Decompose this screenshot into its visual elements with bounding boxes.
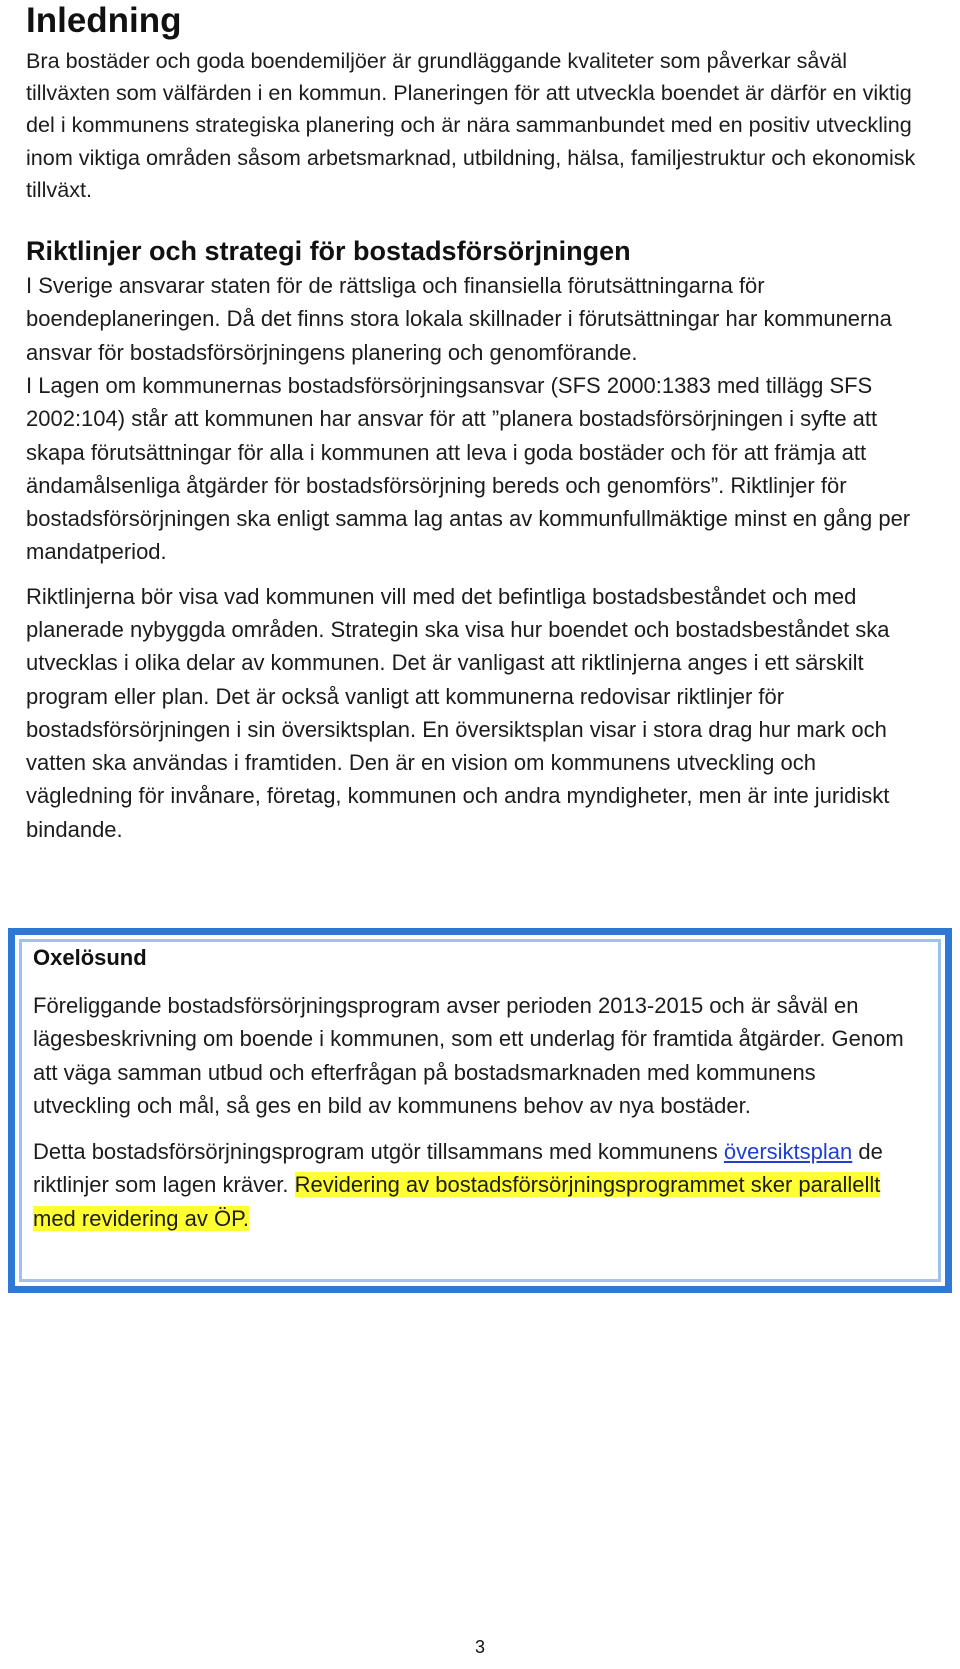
info-box-paragraph-2 bbox=[33, 1135, 913, 1235]
info-box-content bbox=[33, 941, 913, 1235]
document-page bbox=[26, 0, 926, 846]
section-paragraph-2: I Lagen om kommunernas bostadsförsörjningsansvar (SFS 2000:1383 med tillägg SFS 2002:104) står att kommunen har ansvar för att ”planera bostadsförsörjningen i syfte att skapa förutsättningar för alla i kommunen att leva i goda bostäder och för att främja att ändamålsenliga åtgärder för bostadsförsörjning bereds och genomförs”. Riktlinjer för bostadsförsörjningen ska enligt samma lag antas av kommunfullmäktige minst en gång per mandatperiod. bbox=[26, 372, 911, 565]
page-number: 3 bbox=[474, 1637, 485, 1657]
section-heading: Riktlinjer och strategi för bostadsförsörjningen bbox=[26, 236, 631, 267]
info-box bbox=[8, 928, 952, 1293]
section-paragraph-3: Riktlinjerna bör visa vad kommunen vill med det befintliga bostadsbeståndet och med planerade nybyggda områden. Strategin ska visa hur boendet och bostadsbeståndet ska utvecklas i olika delar av kommunen. Det är vanligast att riktlinjerna anges i ett särskilt program eller plan. Det är också vanligt att kommunerna redovisar riktlinjer för bostadsförsörjningen i sin översiktsplan. En översiktsplan visar i stora drag hur mark och vatten ska användas i framtiden. Den är en vision om kommunens utveckling och vägledning för invånare, företag, kommunen och andra myndigheter, men är inte juridiskt bindande. bbox=[26, 583, 890, 842]
intro-paragraph: Bra bostäder och goda boendemiljöer är grundläggande kvaliteter som påverkar såväl tillväxten som välfärden i en kommun. Planeringen för att utveckla boendet är därför en viktig del i kommunens strategiska planering och är nära sammanbundet med en positiv utveckling inom viktiga områden såsom arbetsmarknad, utbildning, hälsa, familjestruktur och ekonomisk tillväxt. bbox=[26, 48, 916, 202]
info-box-title: Oxelösund bbox=[33, 945, 147, 970]
info-box-paragraph-2-middle: de riktlinjer som lagen kräver. bbox=[33, 1139, 883, 1198]
section-paragraph-1: I Sverige ansvarar staten för de rättsliga och finansiella förutsättningarna för boendeplaneringen. Då det finns stora lokala skillnader i förutsättningar har kommunerna ansvar för bostadsförsörjningens planering och genomförande. bbox=[26, 273, 892, 365]
info-box-paragraph-2-start: Detta bostadsförsörjningsprogram utgör tillsammans med kommunens bbox=[33, 1139, 724, 1165]
oversiktsplan-link[interactable]: översiktsplan bbox=[723, 1139, 853, 1165]
highlighted-text: Revidering av bostadsförsörjningsprogrammet sker parallellt med revidering av ÖP. bbox=[33, 1172, 881, 1231]
intro-heading: Inledning bbox=[26, 1, 182, 40]
info-box-paragraph-1: Föreliggande bostadsförsörjningsprogram avser perioden 2013-2015 och är såväl en lägesbeskrivning om boende i kommunen, som ett underlag för framtida åtgärder. Genom att väga samman utbud och efterfrågan på bostadsmarknaden med kommunens utveckling och mål, så ges en bild av kommunens behov av nya bostäder. bbox=[33, 993, 904, 1118]
